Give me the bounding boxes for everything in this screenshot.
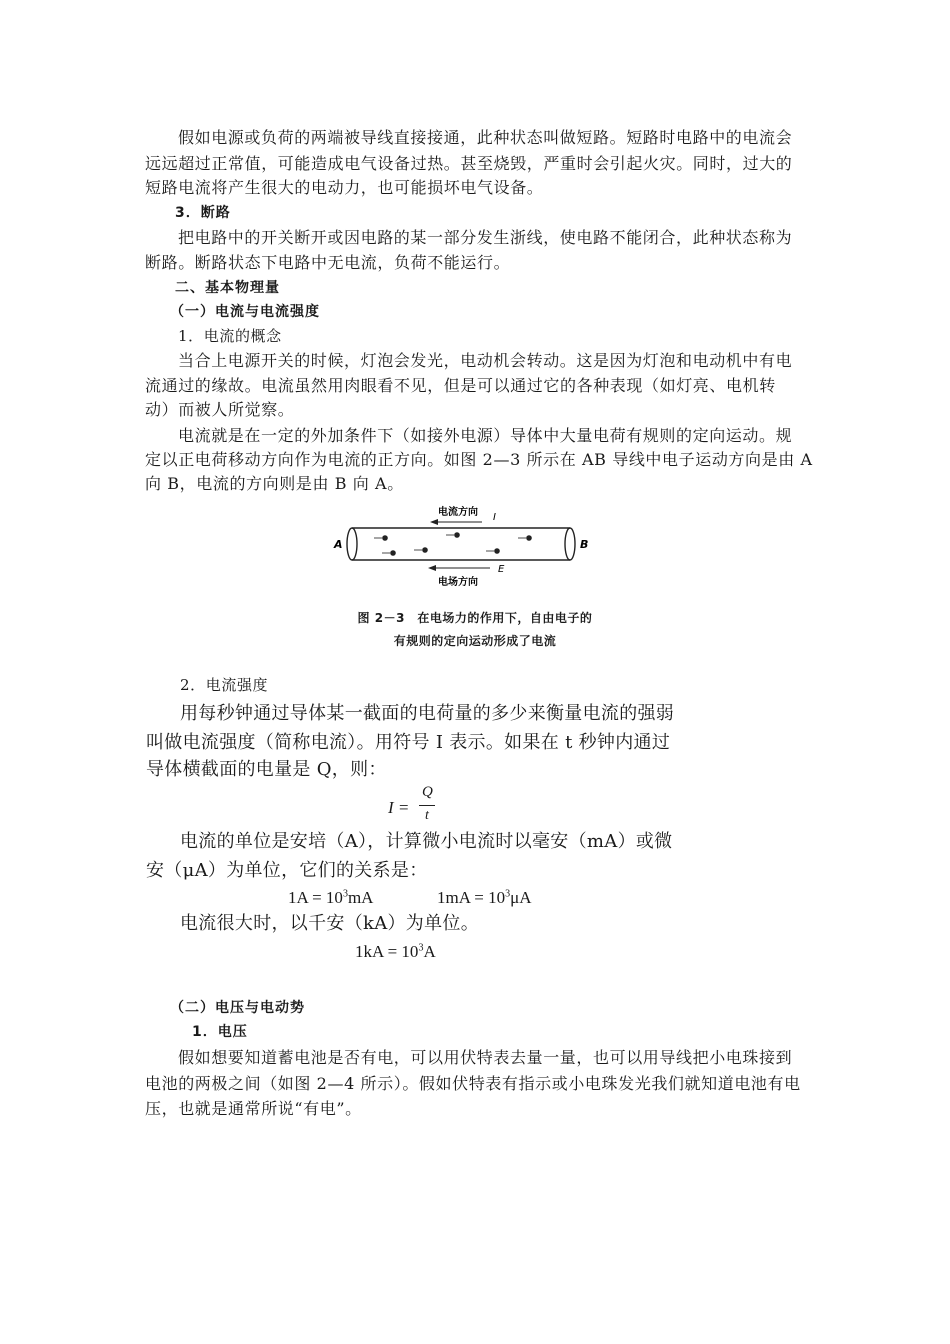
heading-current-strength: 2．电流强度: [180, 676, 269, 694]
equation-ampere-milliampere: [288, 888, 373, 908]
eq1-exponent: 3: [342, 888, 348, 900]
heading-voltage: 1．电压: [192, 1024, 248, 1040]
equation-milliampere-microampere: [437, 888, 532, 908]
para-units-line2: 安（μA）为单位，它们的关系是：: [146, 860, 428, 881]
field-arrow-head: [428, 565, 436, 571]
formula-lhs: I =: [388, 798, 410, 817]
electron-group: [374, 533, 531, 556]
eq3-left: 1kA = 10: [355, 942, 419, 961]
eq2-exponent: 3: [505, 888, 511, 900]
para-short-circuit-line2: 远远超过正常值，可能造成电气设备过热。甚至烧毁，严重时会引起火灾。同时，过大的: [145, 154, 793, 173]
para-strength-line3: 导体横截面的电量是 Q，则：: [146, 759, 387, 780]
conductor-left-end: [347, 528, 357, 560]
para-open-circuit-line2: 断路。断路状态下电路中无电流，负荷不能运行。: [145, 253, 511, 272]
heading-open-circuit: 3．断路: [175, 205, 231, 221]
formula-current: [388, 784, 448, 830]
para-strength-line2: 叫做电流强度（简称电流）。用符号 I 表示。如果在 t 秒钟内通过: [146, 732, 671, 753]
para-current-line2: 流通过的缘故。电流虽然用肉眼看不见，但是可以通过它的各种表现（如灯亮、电机转: [145, 376, 776, 395]
para-kiloampere: 电流很大时，以千安（kA）为单位。: [180, 913, 480, 934]
eq3-right: A: [423, 942, 436, 961]
formula-numerator: Q: [422, 784, 433, 800]
eq1-left: 1A = 10: [288, 888, 343, 907]
heading-basic-quantities: 二、基本物理量: [175, 280, 280, 296]
para-open-circuit-line1: 把电路中的开关断开或因电路的某一部分发生浙线，使电路不能闭合，此种状态称为: [178, 228, 793, 247]
figure-current-direction-label: 电流方向: [438, 507, 478, 518]
figure-field-direction-label: 电场方向: [438, 577, 478, 588]
para-voltage-line2: 电池的两极之间（如图 2—4 所示）。假如伏特表有指示或小电珠发光我们就知道电池有电: [145, 1074, 801, 1093]
para-voltage-line3: 压，也就是通常所说“有电”。: [145, 1099, 362, 1118]
fraction-bar: [419, 805, 435, 806]
end-label-b: B: [580, 538, 589, 551]
end-label-a: A: [334, 538, 343, 551]
para-definition-line3: 向 B，电流的方向则是由 B 向 A。: [145, 474, 404, 493]
para-current-line1: 当合上电源开关的时候，灯泡会发光，电动机会转动。这是因为灯泡和电动机中有电: [178, 351, 793, 370]
figure-current-symbol: I: [493, 512, 496, 523]
heading-current-concept: 1．电流的概念: [178, 327, 282, 345]
para-definition-line1: 电流就是在一定的外加条件下（如接外电源）导体中大量电荷有规则的定向运动。规: [178, 426, 793, 445]
para-short-circuit-line3: 短路电流将产生很大的电动力，也可能损坏电气设备。: [145, 178, 544, 197]
para-units-line1: 电流的单位是安培（A），计算微小电流时以毫安（mA）或微: [180, 831, 673, 852]
figure-2-3-conductor-diagram: [330, 500, 610, 595]
para-definition-line2: 定以正电荷移动方向作为电流的正方向。如图 2—3 所示在 AB 导线中电子运动方向是由 A: [145, 450, 813, 469]
para-current-line3: 动）而被人所觉察。: [145, 400, 295, 419]
eq2-right: μA: [510, 888, 532, 907]
eq3-exponent: 3: [418, 942, 424, 954]
eq2-left: 1mA = 10: [437, 888, 506, 907]
para-voltage-line1: 假如想要知道蓄电池是否有电，可以用伏特表去量一量，也可以用导线把小电珠接到: [178, 1048, 793, 1067]
equation-kiloampere: [355, 942, 436, 962]
figure-field-symbol: E: [498, 564, 505, 575]
para-strength-line1: 用每秒钟通过导体某一截面的电荷量的多少来衡量电流的强弱: [180, 703, 675, 724]
current-arrow-head: [430, 519, 438, 525]
eq1-right: mA: [347, 888, 374, 907]
heading-voltage-emf: （二）电压与电动势: [170, 1000, 305, 1016]
figure-caption-line2: 有规则的定向运动形成了电流: [393, 634, 557, 648]
figure-caption-line1: 图 2－3 在电场力的作用下，自由电子的: [357, 611, 593, 625]
formula-denominator: t: [425, 808, 429, 823]
para-short-circuit-line1: 假如电源或负荷的两端被导线直接接通，此种状态叫做短路。短路时电路中的电流会: [178, 128, 793, 147]
heading-current-and-strength: （一）电流与电流强度: [170, 304, 320, 320]
conductor-right-end: [565, 528, 575, 560]
